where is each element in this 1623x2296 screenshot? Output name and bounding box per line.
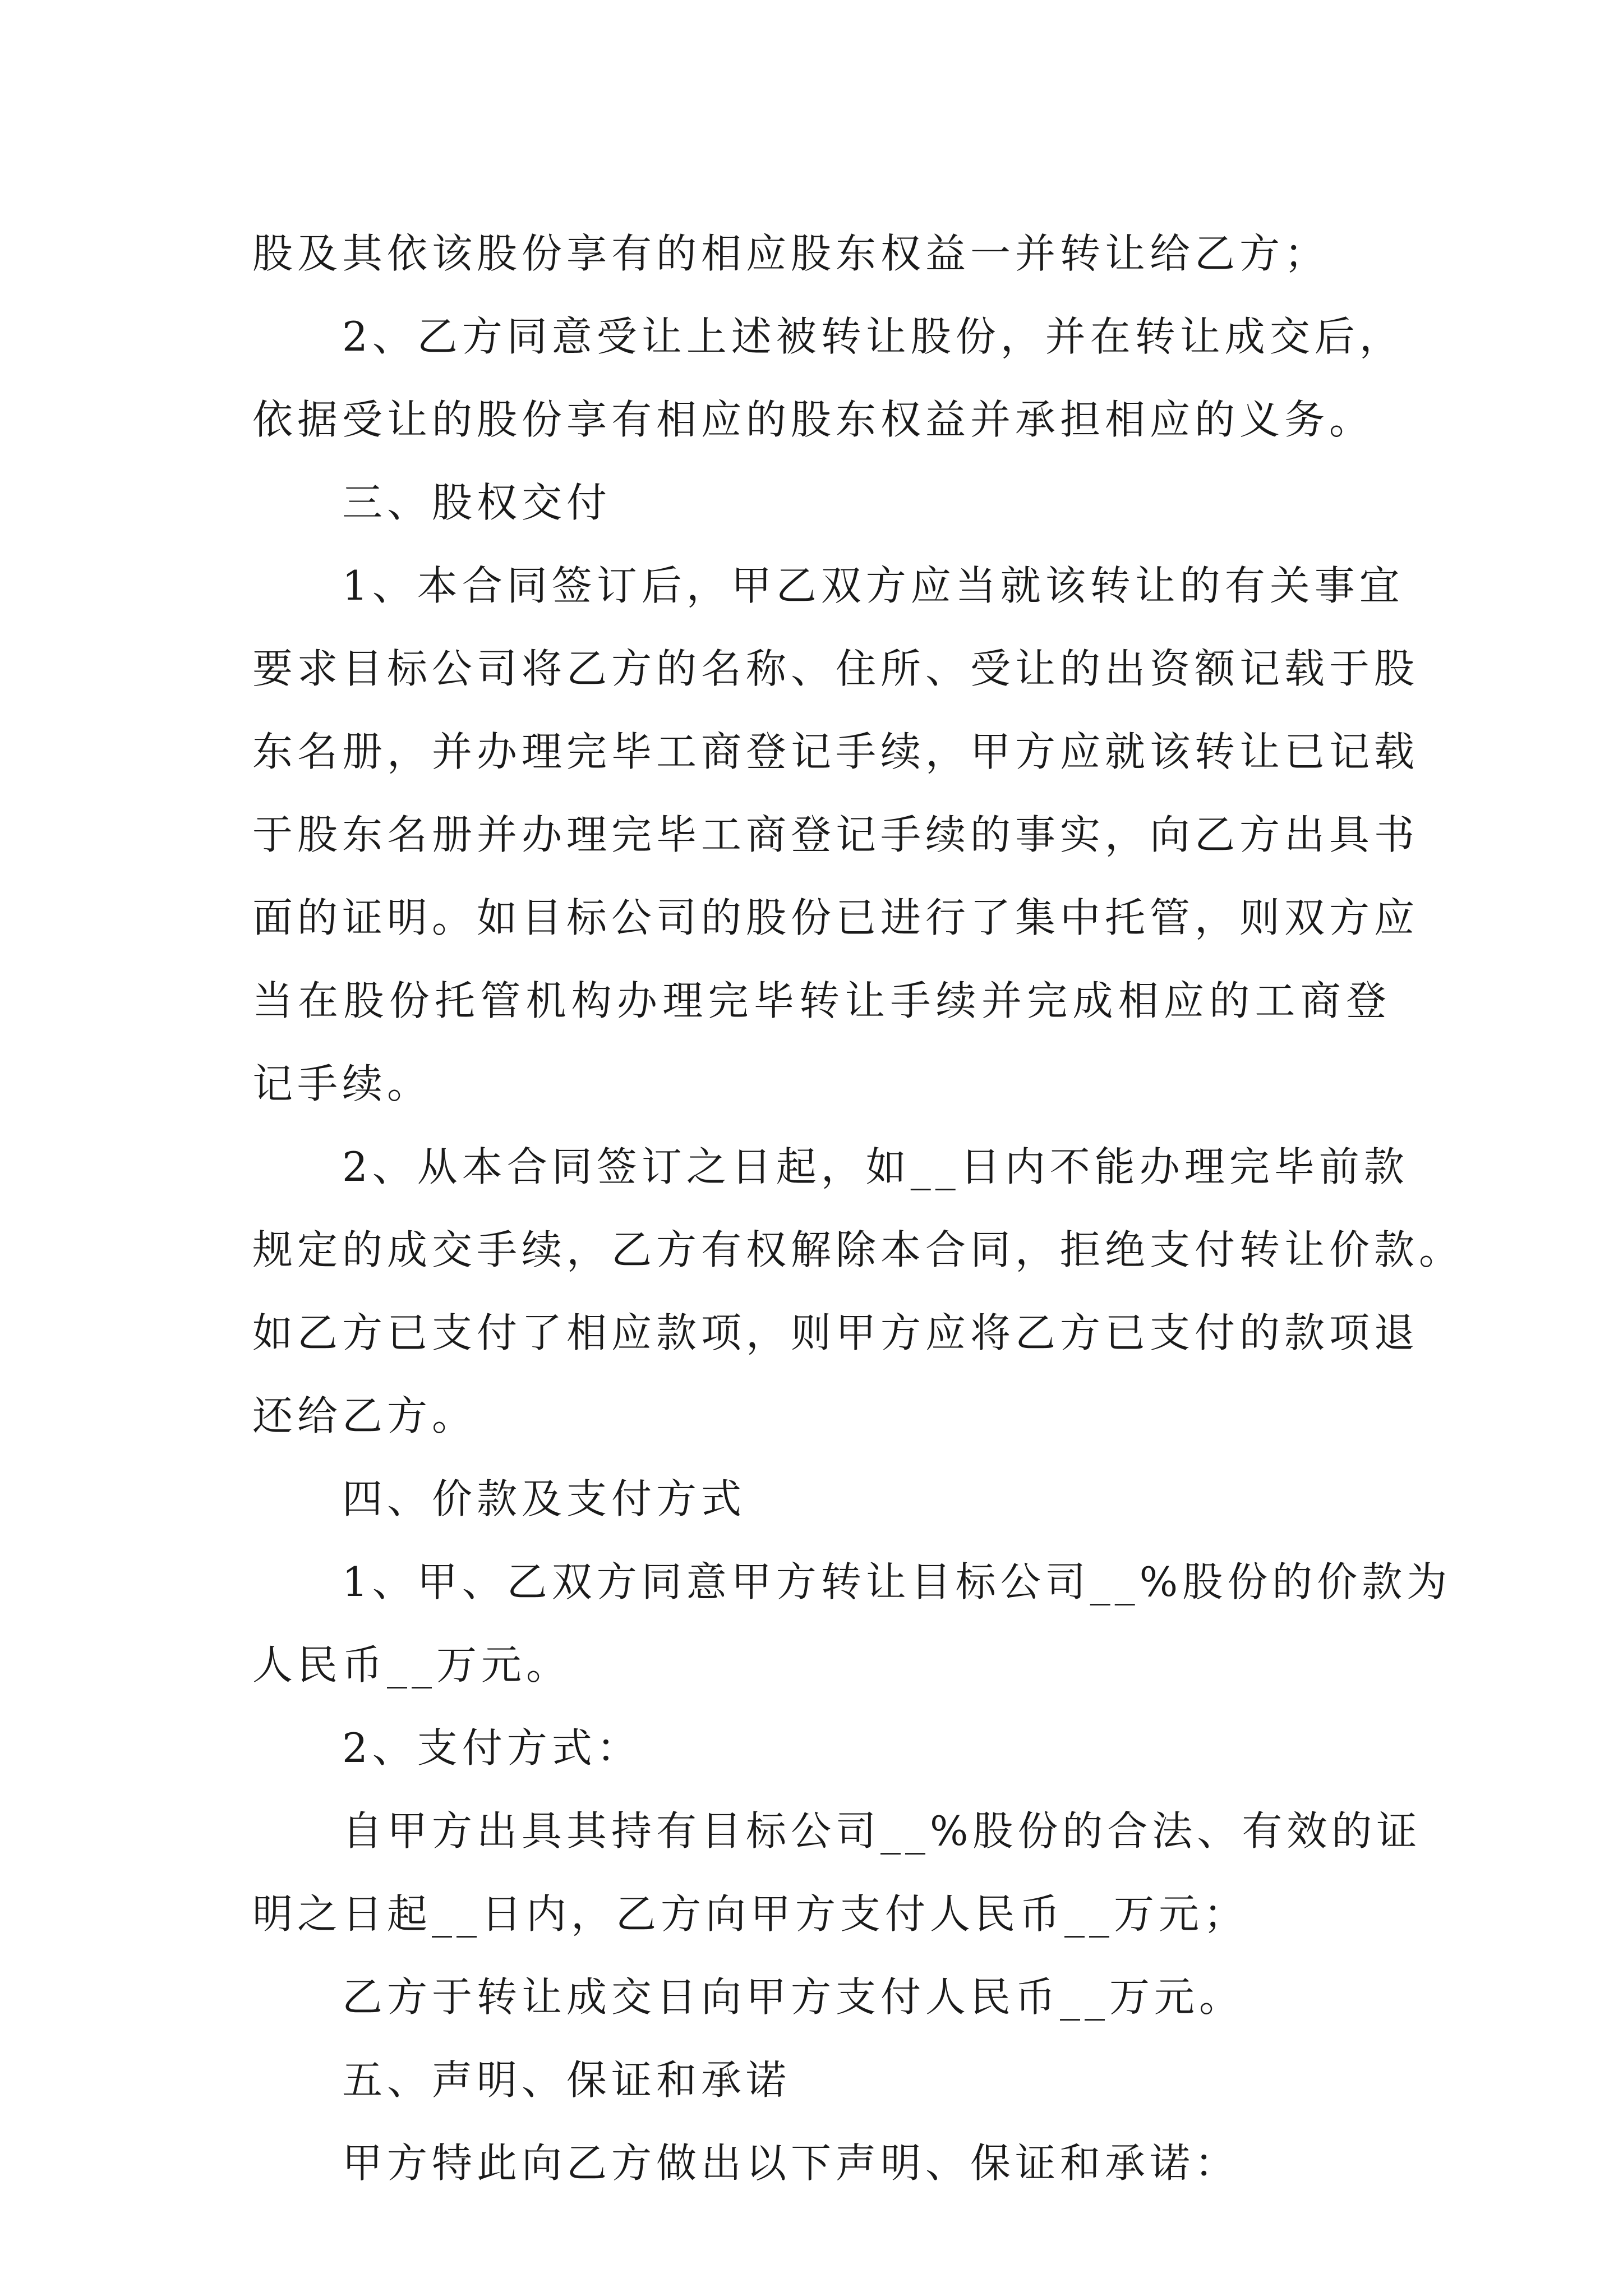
line-text: 自甲方出具其持有目标公司__%股份的合法、有效的证 bbox=[342, 1807, 1422, 1855]
text-line bbox=[252, 1706, 1391, 1789]
section-heading bbox=[252, 461, 1391, 544]
text-line bbox=[252, 2122, 1391, 2205]
line-text: 股及其依该股份享有的相应股东权益一并转让给乙方； bbox=[252, 230, 1330, 277]
section-heading bbox=[252, 1457, 1391, 1540]
line-text: 东名册，并办理完毕工商登记手续，甲方应就该转让已记载 bbox=[252, 728, 1419, 775]
line-text: 规定的成交手续，乙方有权解除本合同，拒绝支付转让价款。 bbox=[252, 1226, 1464, 1273]
text-line bbox=[252, 1208, 1464, 1291]
text-line bbox=[252, 710, 1419, 793]
line-text: 如乙方已支付了相应款项，则甲方应将乙方已支付的款项退 bbox=[252, 1309, 1419, 1356]
line-text: 2、乙方同意受让上述被转让股份，并在转让成交后， bbox=[342, 313, 1404, 360]
text-line bbox=[252, 876, 1419, 959]
text-line bbox=[252, 1125, 1409, 1208]
section-heading bbox=[252, 2039, 1391, 2122]
text-line bbox=[252, 793, 1419, 876]
line-text: 1、本合同签订后，甲乙双方应当就该转让的有关事宜 bbox=[342, 562, 1404, 609]
text-line bbox=[252, 1955, 1391, 2039]
line-text: 记手续。 bbox=[252, 1060, 432, 1107]
line-text: 2、支付方式： bbox=[342, 1724, 642, 1772]
text-line bbox=[252, 1540, 1452, 1623]
line-text: 2、从本合同签订之日起，如__日内不能办理完毕前款 bbox=[342, 1143, 1409, 1190]
line-text: 还给乙方。 bbox=[252, 1392, 477, 1439]
line-text: 乙方于转让成交日向甲方支付人民币__万元。 bbox=[342, 1973, 1244, 2021]
text-line bbox=[252, 1872, 1391, 1955]
text-line bbox=[252, 1623, 1391, 1706]
line-text: 四、价款及支付方式 bbox=[342, 1475, 746, 1522]
line-text: 甲方特此向乙方做出以下声明、保证和承诺： bbox=[342, 2139, 1240, 2187]
text-line bbox=[252, 1374, 1391, 1457]
line-text: 明之日起__日内，乙方向甲方支付人民币__万元； bbox=[252, 1890, 1249, 1938]
text-line bbox=[252, 295, 1404, 378]
line-text: 1、甲、乙双方同意甲方转让目标公司__%股份的价款为 bbox=[342, 1558, 1452, 1605]
text-line bbox=[252, 1789, 1422, 1872]
line-text: 依据受让的股份享有相应的股东权益并承担相应的义务。 bbox=[252, 396, 1375, 443]
text-line bbox=[252, 544, 1404, 627]
text-line bbox=[252, 1042, 1391, 1125]
line-text: 当在股份托管机构办理完毕转让手续并完成相应的工商登 bbox=[252, 977, 1391, 1024]
line-text: 面的证明。如目标公司的股份已进行了集中托管，则双方应 bbox=[252, 894, 1419, 941]
line-text: 五、声明、保证和承诺 bbox=[342, 2056, 791, 2104]
contract-text-body bbox=[252, 212, 1464, 2205]
text-line bbox=[252, 212, 1391, 295]
line-text: 要求目标公司将乙方的名称、住所、受让的出资额记载于股 bbox=[252, 645, 1419, 692]
text-line bbox=[252, 959, 1391, 1042]
text-line bbox=[252, 1291, 1419, 1374]
text-line bbox=[252, 627, 1419, 710]
line-text: 人民币__万元。 bbox=[252, 1641, 571, 1688]
line-text: 于股东名册并办理完毕工商登记手续的事实，向乙方出具书 bbox=[252, 811, 1419, 858]
line-text: 三、股权交付 bbox=[342, 479, 612, 526]
text-line bbox=[252, 378, 1391, 461]
